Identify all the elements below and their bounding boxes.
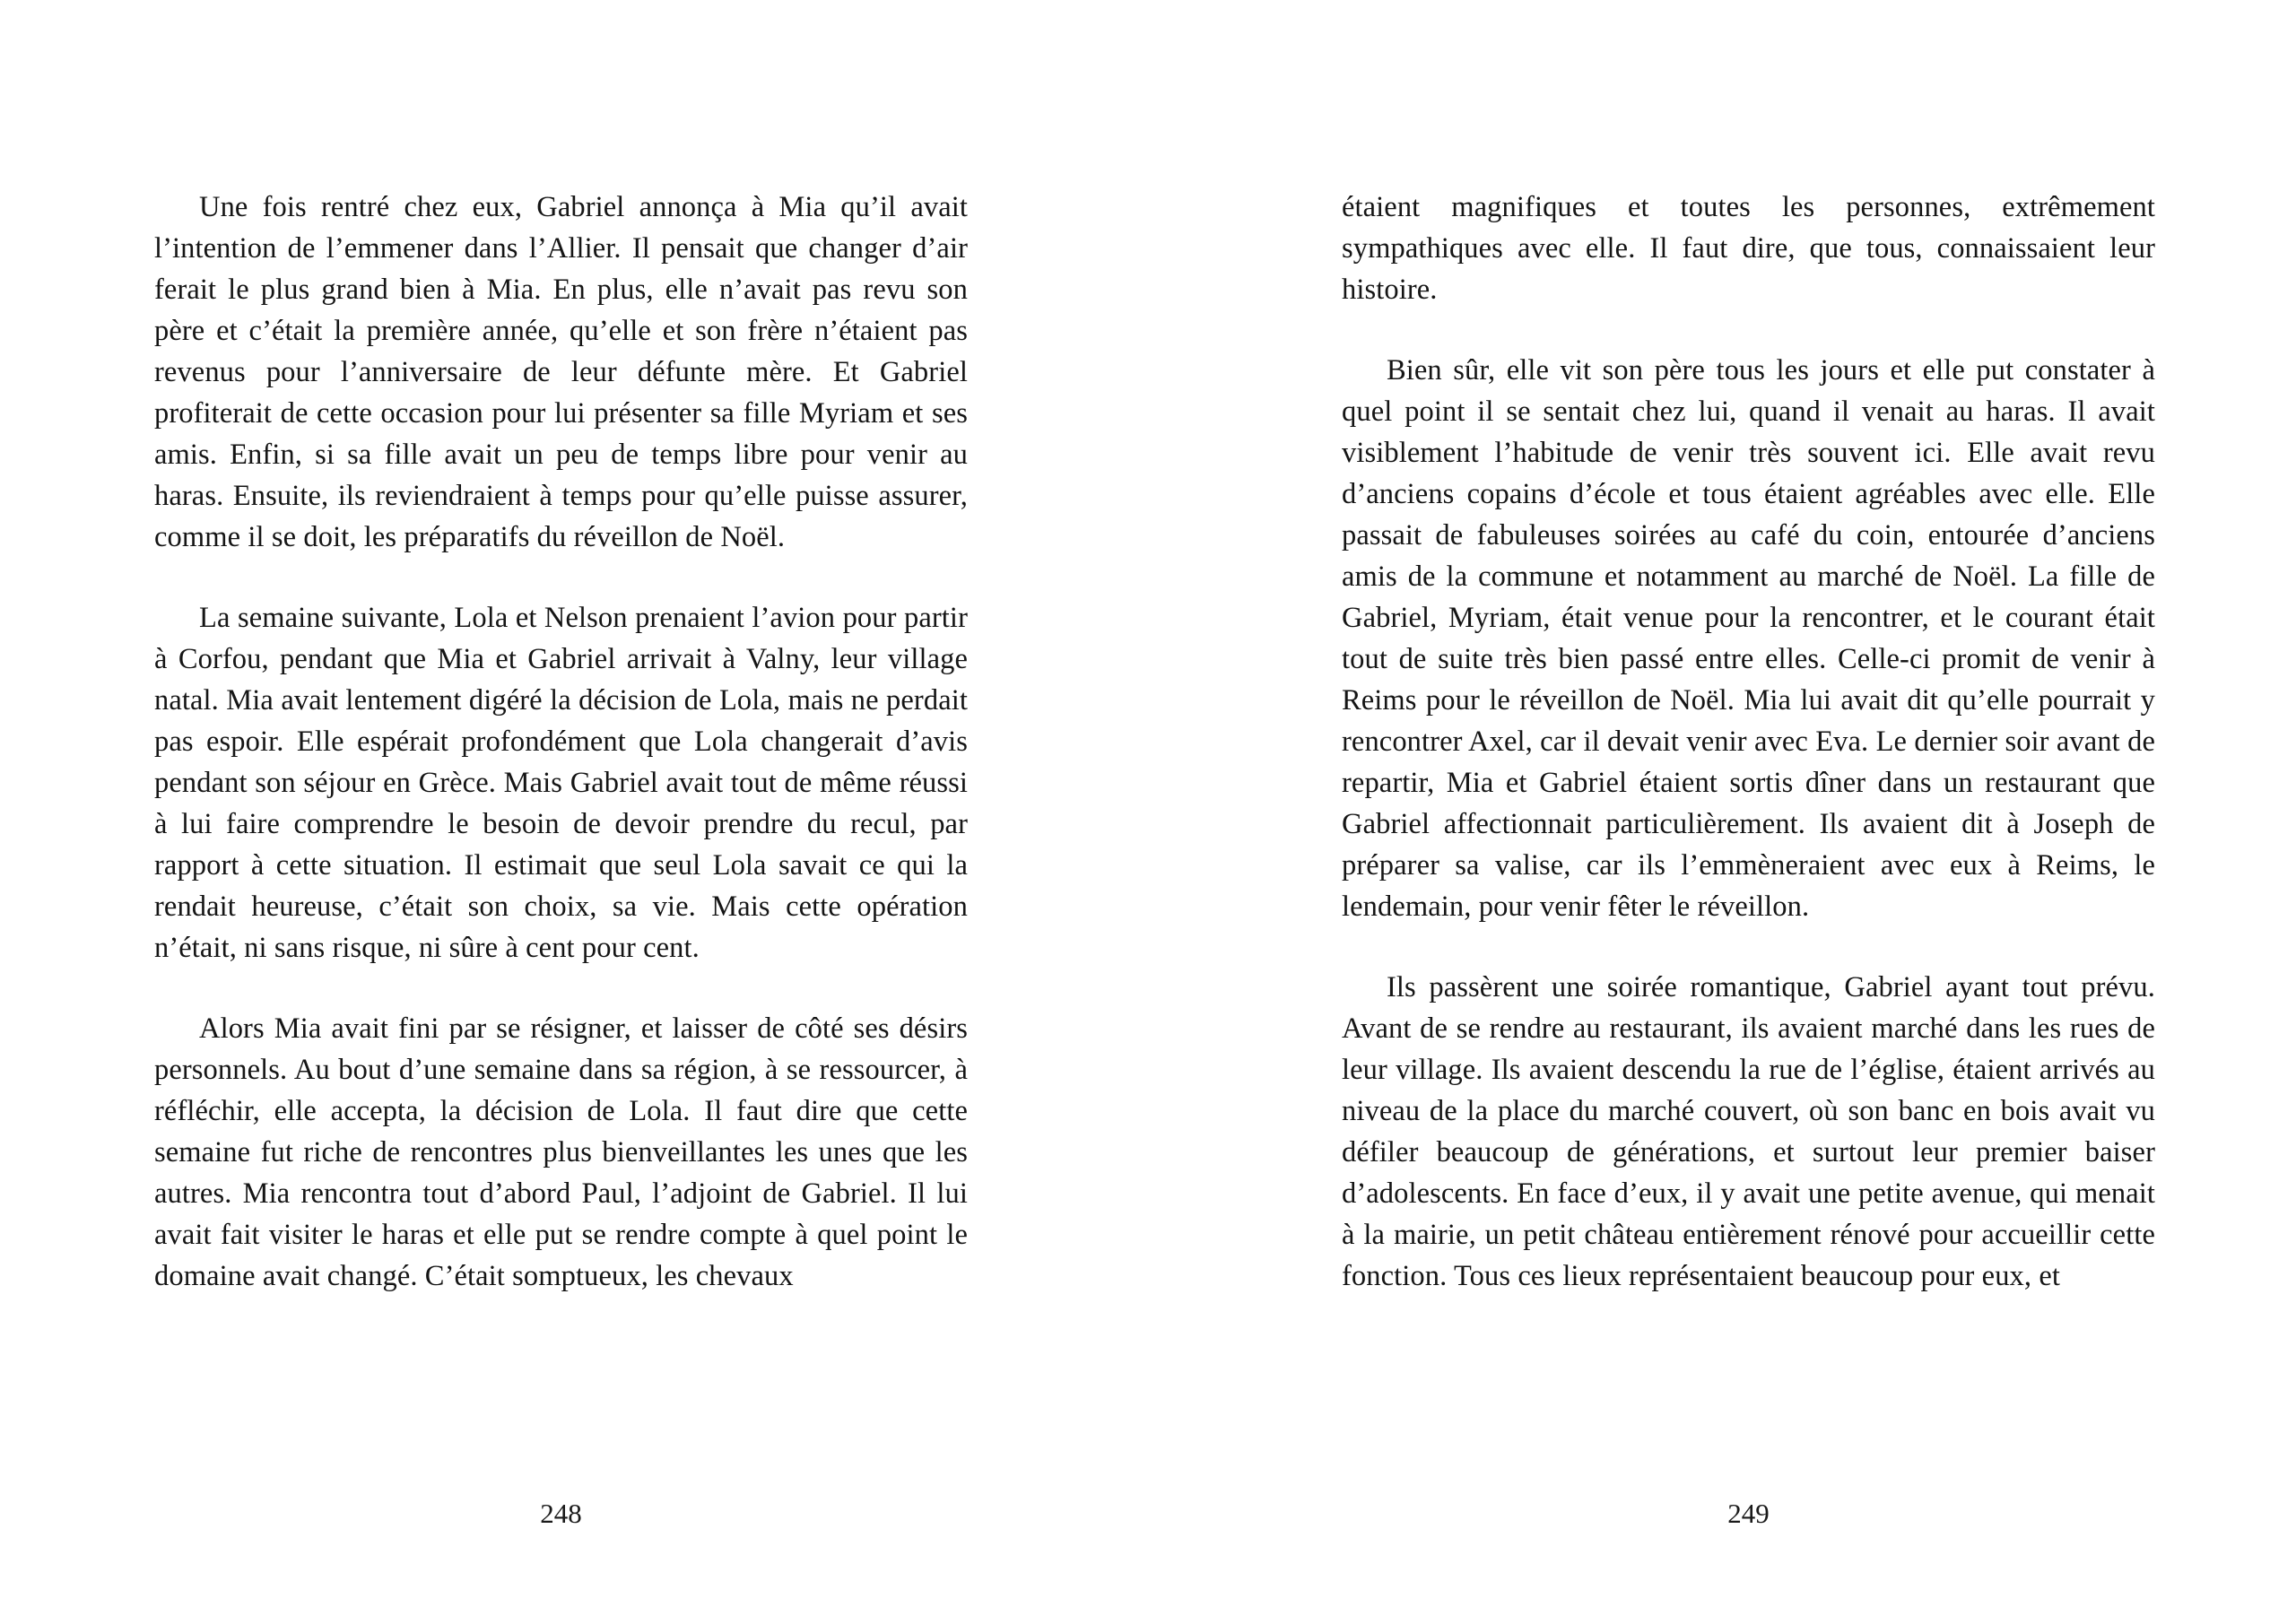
body-paragraph: Ils passèrent une soirée romantique, Gabriel ayant tout prévu. Avant de se rendre au restaurant, ils avaient marché dans les rues de leur village. Ils avaient descendu la rue de l’église, étaient arrivés au niveau de la place du marché couvert, où son banc en bois avait vu défiler beaucoup de générations, et surtout leur premier baiser d’adolescents. En face d’eux, il y avait une petite avenue, qui menait à la mairie, un petit château entièrement rénové pour accueillir cette fonction. Tous ces lieux représentaient beaucoup pour eux, et — [1342, 971, 2155, 1292]
body-paragraph: Bien sûr, elle vit son père tous les jours et elle put constater à quel point il se sentait chez lui, quand il venait au haras. Il avait visiblement l’habitude de venir très souvent ici. Elle avait revu d’anciens copains d’école et tous étaient agréables avec elle. Elle passait de fabuleuses soirées au café du coin, entourée d’anciens amis de la commune et notamment au marché de Noël. La fille de Gabriel, Myriam, était venue pour la rencontrer, et le courant était tout de suite très bien passé entre elles. Celle-ci promit de venir à Reims pour le réveillon de Noël. Mia lui avait dit qu’elle pourrait y rencontrer Axel, car il devait venir avec Eva. Le dernier soir avant de repartir, Mia et Gabriel étaient sortis dîner dans un restaurant que Gabriel affectionnait particulièrement. Ils avaient dit à Joseph de préparer sa valise, car ils l’emmèneraient avec eux à Reims, le lendemain, pour venir fêter le réveillon. — [1342, 354, 2155, 923]
page-left — [154, 0, 968, 1607]
body-paragraph: Alors Mia avait fini par se résigner, et laisser de côté ses désirs personnels. Au bout d’une semaine dans sa région, à se ressourcer, à réfléchir, elle accepta, la décision de Lola. Il faut dire que cette semaine fut riche de rencontres plus bienveillantes les unes que les autres. Mia rencontra tout d’abord Paul, l’adjoint de Gabriel. Il lui avait fait visiter le haras et elle put se rendre compte à quel point le domaine avait changé. C’était somptueux, les chevaux — [154, 1012, 968, 1292]
page-right-text — [1342, 187, 2155, 1336]
page-right — [1342, 0, 2155, 1607]
page-number: 248 — [540, 1498, 582, 1529]
body-paragraph: Une fois rentré chez eux, Gabriel annonça à Mia qu’il avait l’intention de l’emmener dans l’Allier. Il pensait que changer d’air ferait le plus grand bien à Mia. En plus, elle n’avait pas revu son père et c’était la première année, qu’elle et son frère n’étaient pas revenus pour l’anniversaire de leur défunte mère. Et Gabriel profiterait de cette occasion pour lui présenter sa fille Myriam et ses amis. Enfin, si sa fille avait un peu de temps libre pour venir au haras. Ensuite, ils reviendraient à temps pour qu’elle puisse assurer, comme il se doit, les préparatifs du réveillon de Noël. — [154, 191, 968, 553]
body-paragraph: étaient magnifiques et toutes les personnes, extrêmement sympathiques avec elle. Il faut dire, que tous, connaissaient leur histoire. — [1342, 191, 2155, 306]
body-paragraph: La semaine suivante, Lola et Nelson prenaient l’avion pour partir à Corfou, pendant que Mia et Gabriel arrivait à Valny, leur village natal. Mia avait lentement digéré la décision de Lola, mais ne perdait pas espoir. Elle espérait profondément que Lola changerait d’avis pendant son séjour en Grèce. Mais Gabriel avait tout de même réussi à lui faire comprendre le besoin de devoir prendre du recul, par rapport à cette situation. Il estimait que seul Lola savait ce qui la rendait heureuse, c’était son choix, sa vie. Mais cette opération n’était, ni sans risque, ni sûre à cent pour cent. — [154, 602, 968, 964]
page-left-text — [154, 187, 968, 1336]
page-number: 249 — [1727, 1498, 1770, 1529]
